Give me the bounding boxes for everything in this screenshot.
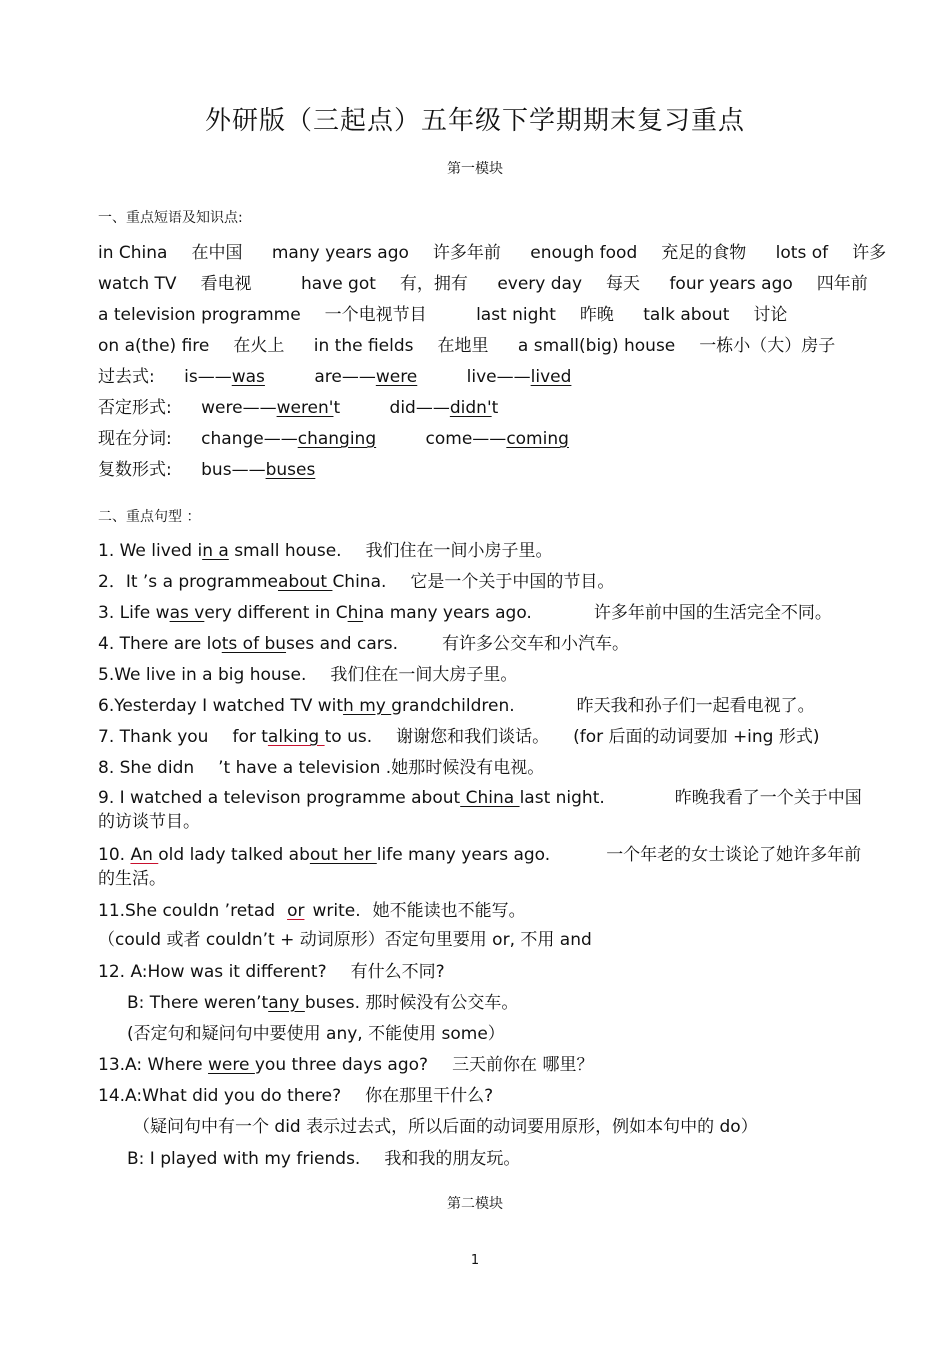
note: (for 后面的动词要加 +ing 形式) <box>573 727 820 747</box>
form-answer: weren' <box>276 398 334 418</box>
text: t <box>247 901 254 921</box>
form-answer: were <box>375 367 418 387</box>
translation: 你在那里干什么? <box>365 1086 494 1106</box>
form-base: is—— <box>184 367 232 387</box>
underlined-text: h my <box>343 696 392 716</box>
sentence-3 <box>98 602 868 624</box>
sentence-14-a <box>98 1085 868 1107</box>
phrase-en: in the fields <box>313 336 414 356</box>
module-2-heading: 第二模块 <box>447 1196 503 1212</box>
module-1-heading: 第一模块 <box>447 161 503 177</box>
text: 8. She didn <box>98 758 195 778</box>
translation: 一个年老的女士谈论了她许多年前的生活。 <box>98 845 862 889</box>
text: last night. <box>519 788 605 808</box>
phrase-en: many years ago <box>271 243 409 263</box>
phrase-zh: 有，拥有 <box>399 274 468 294</box>
form-label: 复数形式: <box>98 460 172 480</box>
document-title: 外研版（三起点）五年级下学期期末复习重点 <box>204 106 745 136</box>
text: 2．It ’s a programme <box>98 572 278 592</box>
text: 10. <box>98 845 131 865</box>
plural-form-row <box>98 459 868 481</box>
translation: 昨晚我看了一个关于中国的访谈节目。 <box>98 788 862 832</box>
translation: 她不能读也不能写。 <box>372 901 526 921</box>
form-base: live—— <box>466 367 531 387</box>
underlined-text: out her <box>309 845 377 865</box>
form-answer: buses <box>265 460 316 480</box>
text: write. <box>312 901 361 921</box>
translation: 谢谢您和我们谈话。 <box>396 727 550 747</box>
phrase-en: have got <box>300 274 376 294</box>
phrase-en: a television programme <box>98 305 301 325</box>
sentence-12-a <box>98 961 868 983</box>
phrase-en: lots of <box>775 243 829 263</box>
phrase-zh: 充足的食物 <box>661 243 747 263</box>
form-base: come—— <box>425 429 507 449</box>
translation: 它是一个关于中国的节目。 <box>410 572 615 592</box>
phrase-en: every day <box>497 274 583 294</box>
text: B: I played with my friends. <box>127 1149 361 1169</box>
text: ’t have a television .她那时候没有电视。 <box>218 758 545 778</box>
text: ad <box>253 901 276 921</box>
translation: 许多年前中国的生活完全不同。 <box>593 603 832 623</box>
text: 11.She couldn ’ <box>98 901 231 921</box>
text: 9. I watched a televison programme about <box>98 788 461 808</box>
text: 7. Thank you <box>98 727 209 747</box>
text: you three days ago? <box>254 1055 429 1075</box>
text: grandchildren. <box>391 696 515 716</box>
phrase-zh: 在地里 <box>437 336 489 356</box>
text: re <box>230 901 248 921</box>
sentence-12-b <box>127 992 868 1014</box>
form-answer: was <box>231 367 265 387</box>
phrase-zh: 讨论 <box>753 305 788 325</box>
form-label: 现在分词: <box>98 429 172 449</box>
form-base: were—— <box>201 398 277 418</box>
translation: 有什么不同? <box>350 962 445 982</box>
sentence-14-note: （疑问句中有一个 did 表示过去式，所以后面的动词要用原形，例如本句中的 do） <box>133 1117 758 1137</box>
sentence-11 <box>98 900 868 922</box>
phrase-zh: 四年前 <box>816 274 868 294</box>
text: 12. A:How was it different? <box>98 962 327 982</box>
text: ery different in C <box>204 603 348 623</box>
form-suffix: t <box>491 398 499 418</box>
translation: 我和我的朋友玩。 <box>384 1149 521 1169</box>
present-participle-row <box>98 428 868 450</box>
form-base: did—— <box>389 398 450 418</box>
phrase-en: watch TV <box>98 274 177 294</box>
phrase-zh: 许多年前 <box>432 243 501 263</box>
phrase-zh: 每天 <box>606 274 641 294</box>
phrase-row-1 <box>98 242 887 264</box>
text: 6.Yesterday I watched TV wit <box>98 696 344 716</box>
phrase-zh: 在火上 <box>233 336 285 356</box>
past-tense-row <box>98 366 868 388</box>
text: small house. <box>228 541 342 561</box>
form-base: are—— <box>314 367 376 387</box>
text: life many years ago. <box>376 845 551 865</box>
phrase-en: in China <box>98 243 168 263</box>
text: ses and cars. <box>286 634 399 654</box>
phrase-en: last night <box>476 305 556 325</box>
form-answer: changing <box>297 429 377 449</box>
underlined-text: any <box>268 993 305 1013</box>
sentence-14-b <box>127 1148 868 1170</box>
section-2-heading: 二、重点句型 ： <box>98 509 201 525</box>
sentence-5 <box>98 664 868 686</box>
underlined-text: ts of bu <box>221 634 287 654</box>
form-base: change—— <box>201 429 298 449</box>
translation: 有许多公交车和小汽车。 <box>442 634 630 654</box>
negative-form-row <box>98 397 868 419</box>
phrase-row-2 <box>98 273 868 295</box>
text: 13.A: Where <box>98 1055 209 1075</box>
text: 1. We lived i <box>98 541 203 561</box>
form-base: bus—— <box>201 460 266 480</box>
underlined-text: were <box>208 1055 255 1075</box>
translation: 我们住在一间大房子里。 <box>330 665 518 685</box>
underlined-text: China <box>460 788 520 808</box>
sentence-9 <box>98 786 868 834</box>
underlined-text: about <box>277 572 333 592</box>
form-label: 过去式: <box>98 367 155 387</box>
phrase-en: four years ago <box>669 274 793 294</box>
text: 4. There are lo <box>98 634 222 654</box>
sentence-1 <box>98 540 868 562</box>
text: for t <box>232 727 268 747</box>
phrase-zh: 看电视 <box>200 274 252 294</box>
translation: 三天前你在 哪里？ <box>452 1055 594 1075</box>
text: t <box>261 993 269 1013</box>
text: na many years ago. <box>363 603 532 623</box>
text: 5.We live in a big house. <box>98 665 307 685</box>
phrase-zh: 一栋小（大）房子 <box>699 336 836 356</box>
text: 14.A:What did you do there? <box>98 1086 342 1106</box>
form-answer: lived <box>530 367 572 387</box>
underlined-text: hi <box>347 603 364 623</box>
underlined-text: or <box>287 901 305 921</box>
sentence-12-note: (否定句和疑问句中要使用 any, 不能使用 some） <box>127 1024 505 1044</box>
phrase-en: a small(big) house <box>517 336 676 356</box>
underlined-text: as v <box>169 603 205 623</box>
phrase-zh: 一个电视节目 <box>324 305 427 325</box>
form-answer: didn' <box>449 398 492 418</box>
text: buses. 那时候没有公交车。 <box>304 993 519 1013</box>
text: old lady talked ab <box>158 845 310 865</box>
sentence-2 <box>98 571 868 593</box>
sentence-6 <box>98 695 868 717</box>
sentence-8 <box>98 757 868 779</box>
phrase-row-4 <box>98 335 868 357</box>
phrase-en: talk about <box>643 305 730 325</box>
form-answer: coming <box>506 429 569 449</box>
underlined-text: An <box>130 845 159 865</box>
sentence-7 <box>98 726 868 748</box>
translation: 昨天我和孙子们一起看电视了。 <box>576 696 815 716</box>
phrase-zh: 许多 <box>852 243 887 263</box>
underlined-text: alking <box>267 727 325 747</box>
phrase-zh: 昨晚 <box>579 305 614 325</box>
form-suffix: t <box>333 398 341 418</box>
section-1-heading: 一、重点短语及知识点: <box>98 210 243 226</box>
text: China. <box>332 572 387 592</box>
text: to us. <box>324 727 373 747</box>
sentence-11-note: （could 或者 couldn’t + 动词原形）否定句里要用 or, 不用 and <box>98 930 592 950</box>
underlined-text: n a <box>202 541 229 561</box>
text: B: There weren’ <box>127 993 262 1013</box>
phrase-zh: 在中国 <box>191 243 243 263</box>
translation: 我们住在一间小房子里。 <box>365 541 553 561</box>
phrase-row-3 <box>98 304 868 326</box>
phrase-en: on a(the) fire <box>98 336 210 356</box>
phrase-en: enough food <box>530 243 638 263</box>
text: 3. Life w <box>98 603 170 623</box>
page-number: 1 <box>470 1253 480 1268</box>
sentence-10 <box>98 843 868 891</box>
form-label: 否定形式: <box>98 398 172 418</box>
sentence-4 <box>98 633 868 655</box>
sentence-13 <box>98 1054 868 1076</box>
